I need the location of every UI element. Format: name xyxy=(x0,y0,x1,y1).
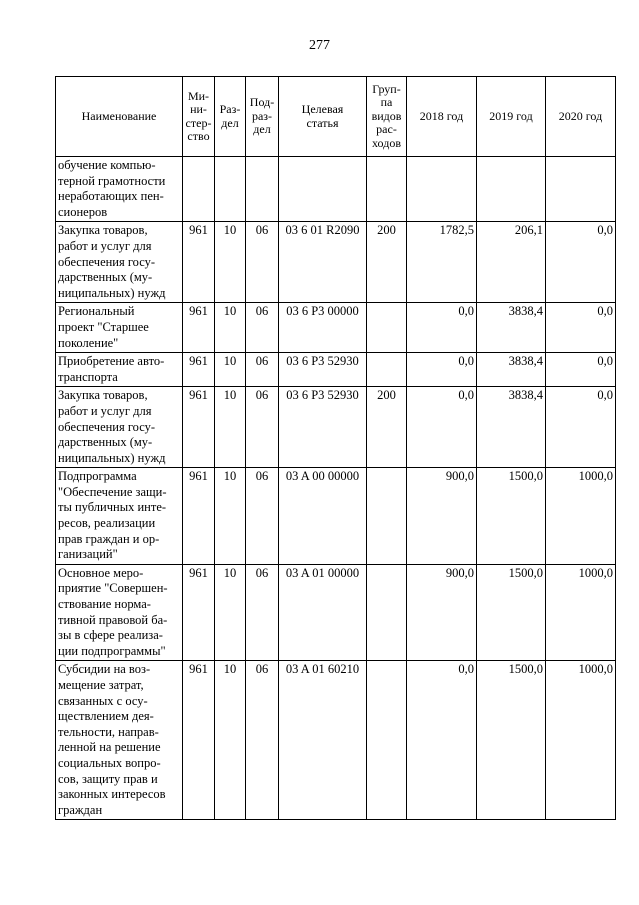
row-2019: 1500,0 xyxy=(477,661,546,820)
table-row xyxy=(56,353,616,387)
row-group xyxy=(367,303,407,353)
row-subsection: 06 xyxy=(246,468,279,565)
row-ministry: 961 xyxy=(183,661,215,820)
row-group xyxy=(367,353,407,387)
row-ministry: 961 xyxy=(183,353,215,387)
row-2020: 0,0 xyxy=(546,387,616,468)
row-2019: 1500,0 xyxy=(477,564,546,661)
row-2019: 206,1 xyxy=(477,222,546,303)
row-name: Субсидии на воз- мещение затрат, связанных с осу- ществлением дея- тельности, направ- ленной на решение социальных вопро- сов, защиту прав и законных интересов граждан xyxy=(56,661,183,820)
row-2020: 0,0 xyxy=(546,222,616,303)
row-target: 03 A 01 60210 xyxy=(279,661,367,820)
row-2019: 3838,4 xyxy=(477,353,546,387)
row-group xyxy=(367,564,407,661)
row-name: Приобретение авто- транспорта xyxy=(56,353,183,387)
header-target: Целевая статья xyxy=(279,77,367,157)
row-section: 10 xyxy=(215,353,246,387)
row-2020: 0,0 xyxy=(546,353,616,387)
row-subsection: 06 xyxy=(246,661,279,820)
row-name: Основное меро- приятие "Совершен- ствование норма- тивной правовой ба- зы в сфере реализа- ции подпрограммы" xyxy=(56,564,183,661)
row-name: Региональный проект "Старшее поколение" xyxy=(56,303,183,353)
row-2019: 3838,4 xyxy=(477,387,546,468)
row-ministry xyxy=(183,157,215,222)
row-2018 xyxy=(407,157,477,222)
row-2020 xyxy=(546,157,616,222)
row-group xyxy=(367,468,407,565)
row-section: 10 xyxy=(215,564,246,661)
row-group xyxy=(367,157,407,222)
page-number: 277 xyxy=(309,38,330,53)
header-subsection: Под- раз- дел xyxy=(246,77,279,157)
row-2018: 0,0 xyxy=(407,661,477,820)
table-row xyxy=(56,157,616,222)
row-2018: 1782,5 xyxy=(407,222,477,303)
table-row xyxy=(56,564,616,661)
row-subsection: 06 xyxy=(246,387,279,468)
row-target: 03 6 P3 52930 xyxy=(279,353,367,387)
row-subsection: 06 xyxy=(246,303,279,353)
row-target: 03 6 P3 00000 xyxy=(279,303,367,353)
table-row xyxy=(56,661,616,820)
row-group: 200 xyxy=(367,387,407,468)
table-row xyxy=(56,222,616,303)
budget-table xyxy=(55,76,616,820)
row-section xyxy=(215,157,246,222)
row-2020: 1000,0 xyxy=(546,661,616,820)
row-2018: 900,0 xyxy=(407,564,477,661)
header-row xyxy=(56,77,616,157)
row-2019 xyxy=(477,157,546,222)
header-expense-group: Груп- па видов рас- ходов xyxy=(367,77,407,157)
header-name: Наименование xyxy=(56,77,183,157)
row-ministry: 961 xyxy=(183,468,215,565)
row-group: 200 xyxy=(367,222,407,303)
row-subsection xyxy=(246,157,279,222)
header-2020: 2020 год xyxy=(546,77,616,157)
row-target: 03 6 01 R2090 xyxy=(279,222,367,303)
row-2020: 0,0 xyxy=(546,303,616,353)
row-ministry: 961 xyxy=(183,564,215,661)
row-2019: 1500,0 xyxy=(477,468,546,565)
row-name: Подпрограмма "Обеспечение защи- ты публичных инте- ресов, реализации прав граждан и ор- ганизаций" xyxy=(56,468,183,565)
row-target: 03 6 P3 52930 xyxy=(279,387,367,468)
row-target xyxy=(279,157,367,222)
table-row xyxy=(56,468,616,565)
row-section: 10 xyxy=(215,303,246,353)
row-2018: 0,0 xyxy=(407,303,477,353)
table-row xyxy=(56,303,616,353)
row-name: Закупка товаров, работ и услуг для обеспечения госу- дарственных (му- ниципальных) нужд xyxy=(56,387,183,468)
row-section: 10 xyxy=(215,468,246,565)
row-section: 10 xyxy=(215,387,246,468)
row-target: 03 A 01 00000 xyxy=(279,564,367,661)
header-2018: 2018 год xyxy=(407,77,477,157)
row-2020: 1000,0 xyxy=(546,564,616,661)
row-2019: 3838,4 xyxy=(477,303,546,353)
header-2019: 2019 год xyxy=(477,77,546,157)
row-ministry: 961 xyxy=(183,222,215,303)
table-row xyxy=(56,387,616,468)
row-ministry: 961 xyxy=(183,387,215,468)
row-2018: 0,0 xyxy=(407,353,477,387)
row-subsection: 06 xyxy=(246,353,279,387)
row-ministry: 961 xyxy=(183,303,215,353)
row-subsection: 06 xyxy=(246,564,279,661)
row-2018: 900,0 xyxy=(407,468,477,565)
row-group xyxy=(367,661,407,820)
row-subsection: 06 xyxy=(246,222,279,303)
header-ministry: Ми- ни- стер- ство xyxy=(183,77,215,157)
header-section: Раз- дел xyxy=(215,77,246,157)
row-2020: 1000,0 xyxy=(546,468,616,565)
row-section: 10 xyxy=(215,661,246,820)
row-name: обучение компью- терной грамотности неработающих пен- сионеров xyxy=(56,157,183,222)
row-2018: 0,0 xyxy=(407,387,477,468)
row-section: 10 xyxy=(215,222,246,303)
row-name: Закупка товаров, работ и услуг для обеспечения госу- дарственных (му- ниципальных) нужд xyxy=(56,222,183,303)
row-target: 03 A 00 00000 xyxy=(279,468,367,565)
